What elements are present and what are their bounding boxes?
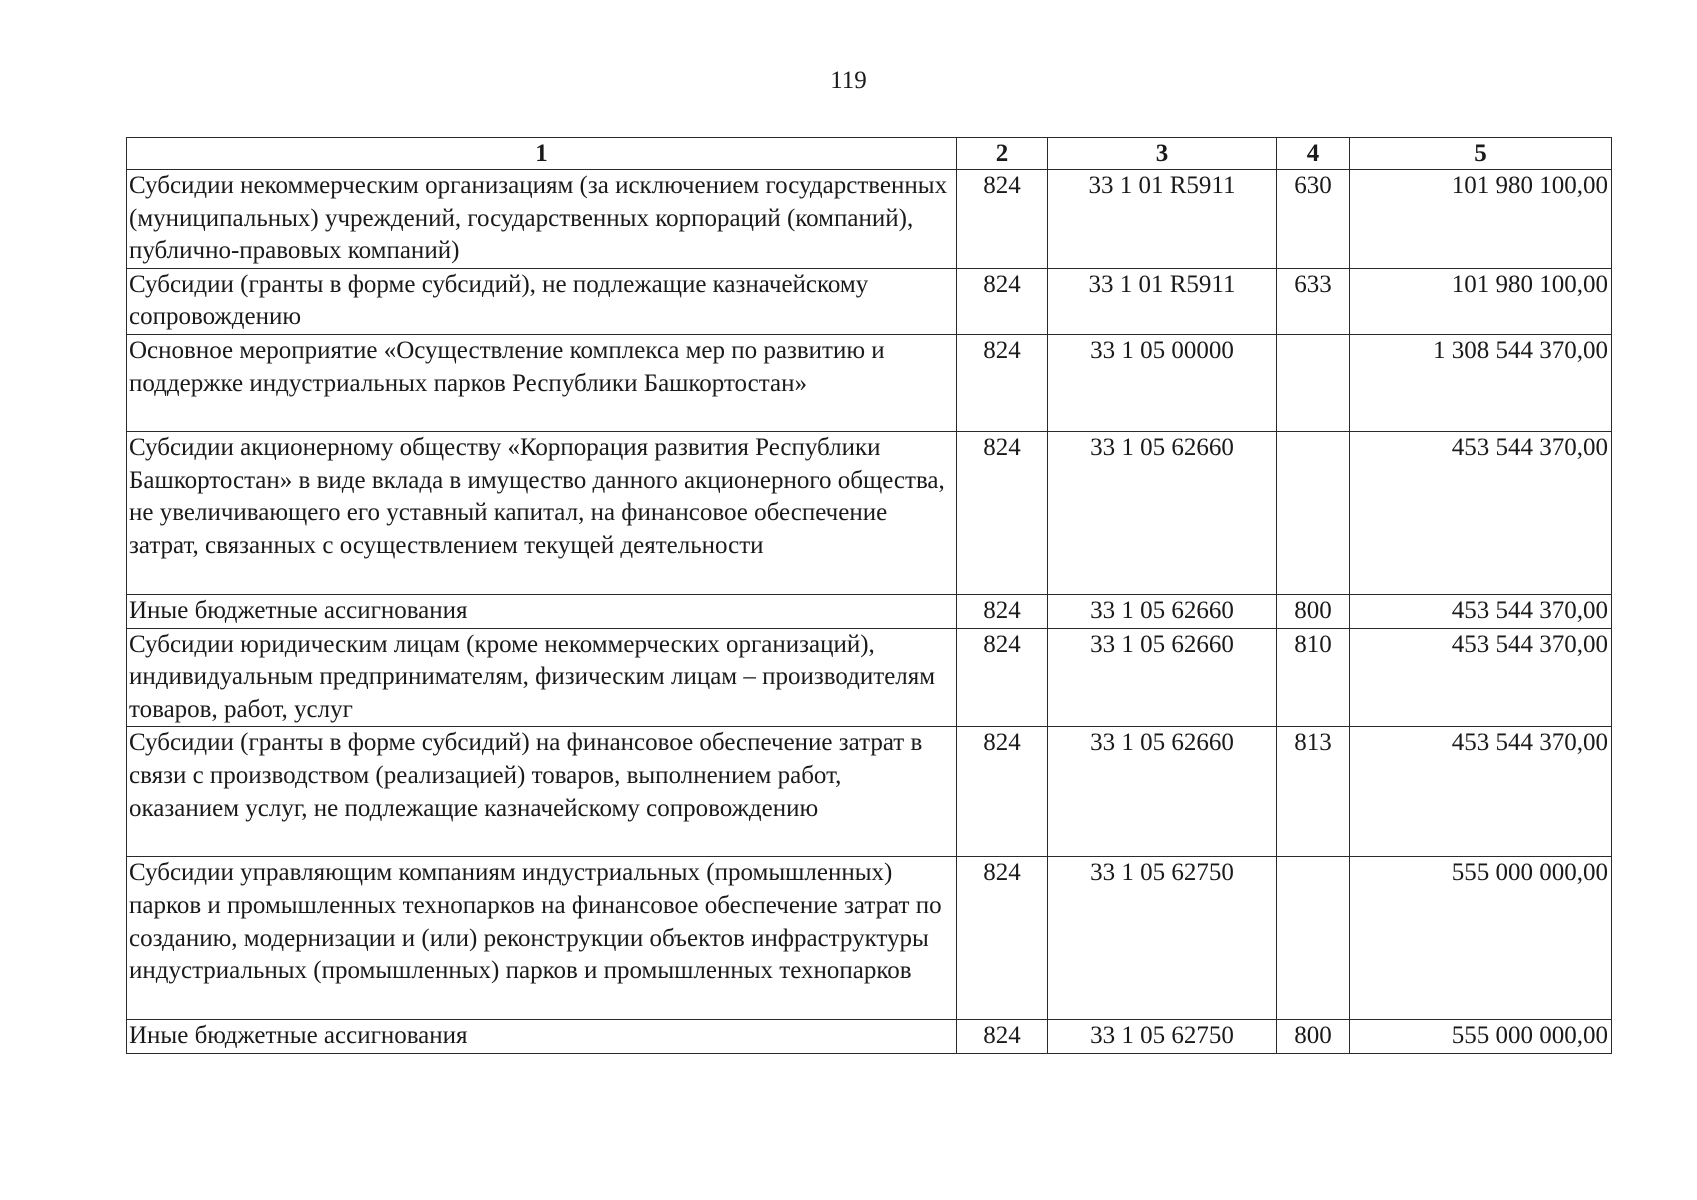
table-row: [127, 334, 1612, 431]
table-row: [127, 170, 1612, 269]
row-expense-type: 813: [1277, 727, 1350, 857]
row-amount: 453 544 370,00: [1350, 431, 1612, 594]
row-target-code: 33 1 05 62660: [1048, 628, 1277, 727]
row-name: Иные бюджетные ассигнования: [127, 1020, 957, 1054]
header-col-3: 3: [1048, 138, 1277, 170]
row-ministry-code: 824: [957, 594, 1048, 628]
table-row: [127, 268, 1612, 334]
row-name: Субсидии акционерному обществу «Корпорация развития Республики Башкортостан» в виде вклада в имущество данного акционерного общества, не увеличивающего его уставный капитал, на финансовое обеспечение затрат, связанных с осуществлением текущей деятельности: [127, 431, 957, 594]
budget-table: [126, 137, 1612, 1054]
row-name: Основное мероприятие «Осуществление комплекса мер по развитию и поддержке индустриальных парков Республики Башкортостан»: [127, 334, 957, 431]
row-target-code: 33 1 05 62660: [1048, 431, 1277, 594]
table-row: [127, 628, 1612, 727]
row-amount: 555 000 000,00: [1350, 857, 1612, 1020]
header-col-5: 5: [1350, 138, 1612, 170]
row-expense-type: [1277, 431, 1350, 594]
header-col-2: 2: [957, 138, 1048, 170]
row-ministry-code: 824: [957, 431, 1048, 594]
row-name: Субсидии юридическим лицам (кроме некоммерческих организаций), индивидуальным предпринимателям, физическим лицам – производителям товаров, работ, услуг: [127, 628, 957, 727]
row-name: Субсидии некоммерческим организациям (за исключением государственных (муниципальных) учреждений, государственных корпораций (компаний), публично-правовых компаний): [127, 170, 957, 269]
row-name: Субсидии (гранты в форме субсидий) на финансовое обеспечение затрат в связи с производством (реализацией) товаров, выполнением работ, оказанием услуг, не подлежащие казначейскому сопровождению: [127, 727, 957, 857]
row-amount: 1 308 544 370,00: [1350, 334, 1612, 431]
row-expense-type: 810: [1277, 628, 1350, 727]
row-target-code: 33 1 05 62660: [1048, 727, 1277, 857]
row-target-code: 33 1 01 R5911: [1048, 268, 1277, 334]
row-expense-type: 630: [1277, 170, 1350, 269]
row-ministry-code: 824: [957, 268, 1048, 334]
row-expense-type: 633: [1277, 268, 1350, 334]
row-amount: 101 980 100,00: [1350, 170, 1612, 269]
row-target-code: 33 1 05 00000: [1048, 334, 1277, 431]
row-ministry-code: 824: [957, 1020, 1048, 1054]
row-ministry-code: 824: [957, 170, 1048, 269]
table-row: [127, 431, 1612, 594]
row-expense-type: 800: [1277, 1020, 1350, 1054]
row-amount: 555 000 000,00: [1350, 1020, 1612, 1054]
table-row: [127, 857, 1612, 1020]
row-name: Субсидии управляющим компаниям индустриальных (промышленных) парков и промышленных технопарков на финансовое обеспечение затрат по созданию, модернизации и (или) реконструкции объектов инфраструктуры индустриальных (промышленных) парков и промышленных технопарков: [127, 857, 957, 1020]
row-ministry-code: 824: [957, 334, 1048, 431]
row-amount: 453 544 370,00: [1350, 628, 1612, 727]
row-ministry-code: 824: [957, 857, 1048, 1020]
table-row: [127, 1020, 1612, 1054]
row-target-code: 33 1 05 62750: [1048, 1020, 1277, 1054]
page-number: 119: [830, 67, 867, 94]
row-ministry-code: 824: [957, 727, 1048, 857]
header-col-4: 4: [1277, 138, 1350, 170]
row-expense-type: [1277, 857, 1350, 1020]
row-name: Иные бюджетные ассигнования: [127, 594, 957, 628]
row-expense-type: [1277, 334, 1350, 431]
row-amount: 453 544 370,00: [1350, 594, 1612, 628]
row-name: Субсидии (гранты в форме субсидий), не подлежащие казначейскому сопровождению: [127, 268, 957, 334]
row-amount: 101 980 100,00: [1350, 268, 1612, 334]
row-amount: 453 544 370,00: [1350, 727, 1612, 857]
row-target-code: 33 1 05 62660: [1048, 594, 1277, 628]
row-target-code: 33 1 01 R5911: [1048, 170, 1277, 269]
header-col-1: 1: [127, 138, 957, 170]
table-header-row: [127, 138, 1612, 170]
table-row: [127, 727, 1612, 857]
table-row: [127, 594, 1612, 628]
row-ministry-code: 824: [957, 628, 1048, 727]
row-expense-type: 800: [1277, 594, 1350, 628]
row-target-code: 33 1 05 62750: [1048, 857, 1277, 1020]
